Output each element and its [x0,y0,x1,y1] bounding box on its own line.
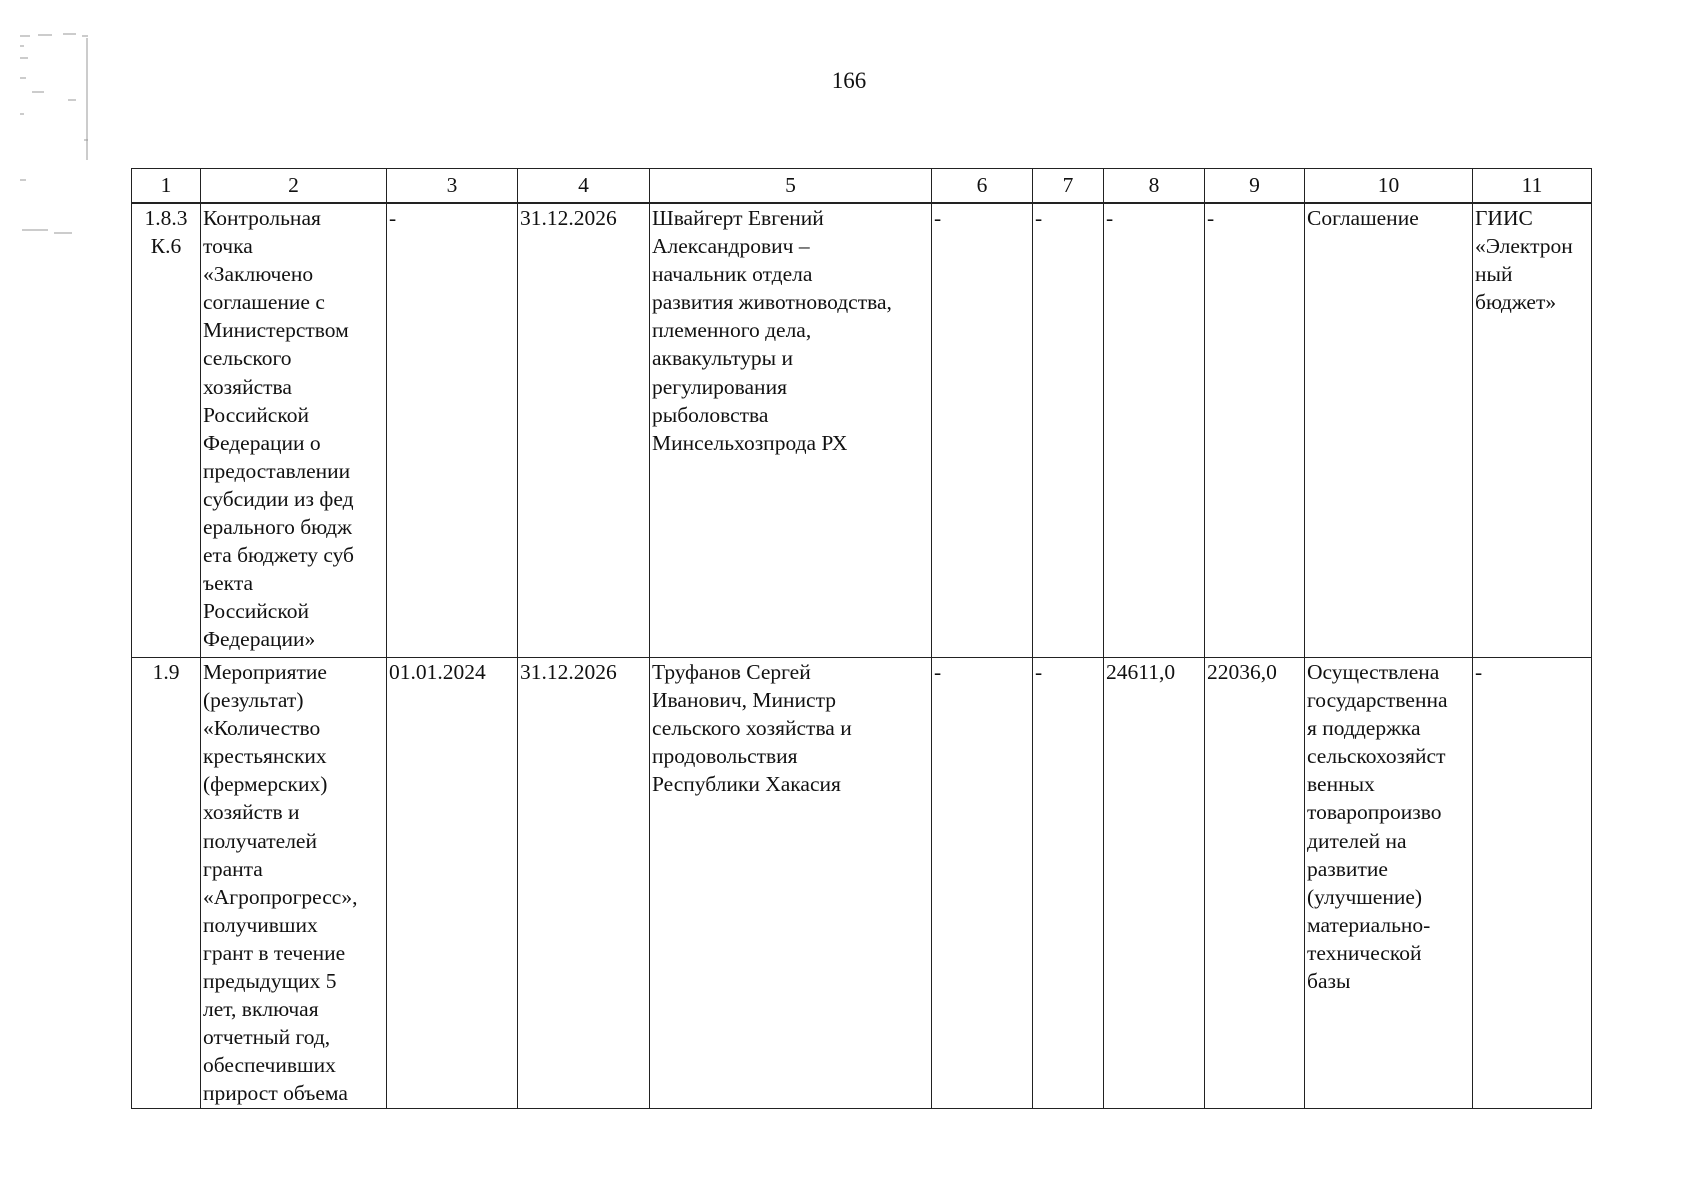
table-row [132,658,1592,1109]
result-cell: Осуществлена государственна я поддержка сельскохозяйст венных товаропроизво дителей на развитие (улучшение) материально- технической базы [1305,658,1473,1109]
system-cell: ГИИС «Электрон ный бюджет» [1473,203,1592,658]
column-header-5: 5 [650,169,932,204]
scan-artifact-marks [18,30,90,245]
row-number-cell: 1.8.3 К.6 [132,203,201,658]
column-header-6: 6 [932,169,1033,204]
item-name-cell: Мероприятие (результат) «Количество крестьянских (фермерских) хозяйств и получателей гранта «Агропрогресс», получивших грант в течение предыдущих 5 лет, включая отчетный год, обеспечивших прирост объема [201,658,387,1109]
responsible-cell: Труфанов Сергей Иванович, Министр сельского хозяйства и продовольствия Республики Хакасия [650,658,932,1109]
responsible-cell: Швайгерт Евгений Александрович – начальник отдела развития животноводства, племенного дела, аквакультуры и регулирования рыболовства Минсельхозпрода РХ [650,203,932,658]
col7-cell: - [1033,658,1104,1109]
column-header-10: 10 [1305,169,1473,204]
col6-cell: - [932,658,1033,1109]
column-header-9: 9 [1205,169,1305,204]
column-header-8: 8 [1104,169,1205,204]
item-name-cell: Контрольная точка «Заключено соглашение с Министерством сельского хозяйства Российской Федерации о предоставлении субсидии из фед ерального бюдж ета бюджету суб ъекта Российской Федерации» [201,203,387,658]
page-number: 166 [831,68,867,93]
col8-cell: - [1104,203,1205,658]
column-header-7: 7 [1033,169,1104,204]
plan-table [131,168,1592,1109]
row-number-cell: 1.9 [132,658,201,1109]
system-cell: - [1473,658,1592,1109]
end-date-cell: 31.12.2026 [518,658,650,1109]
column-header-4: 4 [518,169,650,204]
col9-cell: 22036,0 [1205,658,1305,1109]
column-number-row [132,169,1592,204]
col8-cell: 24611,0 [1104,658,1205,1109]
start-date-cell: 01.01.2024 [387,658,518,1109]
column-header-11: 11 [1473,169,1592,204]
table-row [132,203,1592,658]
start-date-cell: - [387,203,518,658]
end-date-cell: 31.12.2026 [518,203,650,658]
col6-cell: - [932,203,1033,658]
column-header-2: 2 [201,169,387,204]
column-header-1: 1 [132,169,201,204]
col7-cell: - [1033,203,1104,658]
column-header-3: 3 [387,169,518,204]
result-cell: Соглашение [1305,203,1473,658]
col9-cell: - [1205,203,1305,658]
